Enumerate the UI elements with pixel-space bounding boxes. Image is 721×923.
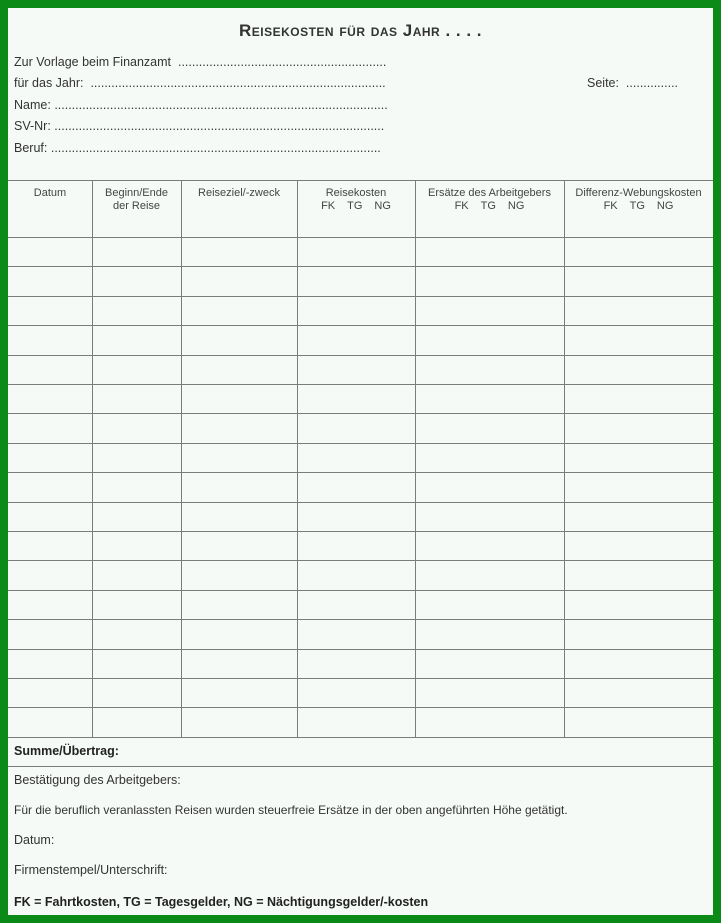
table-row[interactable]	[8, 384, 713, 413]
field-label: SV-Nr:	[14, 119, 51, 133]
confirmation-statement: Für die beruflich veranlassten Reisen wurden steuerfreie Ersätze in der oben angeführten Höhe getätigt.	[14, 803, 568, 817]
table-row[interactable]	[8, 619, 713, 648]
legend-text: FK = Fahrtkosten, TG = Tagesgelder, NG = Nächtigungsgelder/-kosten	[14, 895, 429, 909]
header-line: Beginn/Ende	[105, 187, 168, 199]
field-label: Beruf:	[14, 141, 48, 155]
header-subcolumns	[415, 200, 564, 213]
seite-dots: ...............	[625, 76, 679, 90]
column-header-reisekosten	[297, 187, 415, 213]
subheader-fk: FK	[603, 200, 618, 212]
form-sheet	[8, 8, 713, 915]
table-row[interactable]	[8, 502, 713, 531]
seite-label: Seite:	[587, 76, 619, 90]
column-header-differenz	[564, 187, 713, 213]
column-header-ersaetze	[415, 187, 564, 213]
field-name	[14, 98, 388, 112]
subheader-ng: NG	[656, 200, 674, 212]
table-row[interactable]	[8, 472, 713, 501]
header-line: Reiseziel/-zweck	[198, 187, 280, 199]
subheader-tg: TG	[480, 200, 496, 212]
firmenstempel-label: Firmenstempel/Unterschrift:	[14, 863, 168, 877]
table-row[interactable]	[8, 443, 713, 472]
subheader-tg: TG	[347, 200, 363, 212]
datum-label: Datum:	[14, 833, 55, 847]
table-row[interactable]	[8, 296, 713, 325]
summe-separator-line	[8, 766, 713, 767]
field-dots: .....................................................................................	[90, 76, 386, 90]
field-label: für das Jahr:	[14, 76, 84, 90]
field-jahr	[14, 76, 386, 90]
header-line: der Reise	[112, 200, 161, 212]
form-title: Reisekosten für das Jahr . . . .	[238, 21, 483, 40]
header-line: Reisekosten	[325, 187, 387, 199]
subheader-ng: NG	[507, 200, 525, 212]
table-row[interactable]	[8, 649, 713, 678]
subheader-ng: NG	[374, 200, 391, 212]
header-subcolumns	[297, 200, 415, 213]
table-row[interactable]	[8, 707, 713, 736]
field-dots: ...............................................................................................	[54, 119, 385, 133]
table-top-line	[8, 180, 713, 181]
field-dots: ...............................................................................................	[50, 141, 381, 155]
subheader-fk: FK	[321, 200, 336, 212]
field-beruf	[14, 141, 381, 155]
field-finanzamt	[14, 55, 386, 69]
summe-uebertrag: Summe/Übertrag:	[14, 744, 119, 758]
header-line: Datum	[33, 187, 67, 199]
header-line: Ersätze des Arbeitgebers	[428, 187, 551, 199]
field-seite	[587, 76, 678, 90]
table-row-line	[8, 737, 713, 738]
field-dots: ............................................................	[177, 55, 387, 69]
table-row[interactable]	[8, 325, 713, 354]
table-row[interactable]	[8, 413, 713, 442]
field-label: Name:	[14, 98, 51, 112]
header-line: Differenz-Webungskosten	[575, 187, 702, 199]
field-label: Zur Vorlage beim Finanzamt	[14, 55, 172, 69]
subheader-fk: FK	[454, 200, 469, 212]
column-header-reiseziel	[181, 187, 297, 200]
table-row[interactable]	[8, 237, 713, 266]
column-header-datum	[8, 187, 92, 200]
table-row[interactable]	[8, 678, 713, 707]
column-header-beginn-ende	[92, 187, 181, 213]
table-row[interactable]	[8, 590, 713, 619]
field-dots: ................................................................................................	[54, 98, 388, 112]
bestaetigung-label: Bestätigung des Arbeitgebers:	[14, 773, 181, 787]
subheader-tg: TG	[629, 200, 645, 212]
table-row[interactable]	[8, 266, 713, 295]
field-sv-nr	[14, 119, 384, 133]
table-row[interactable]	[8, 531, 713, 560]
header-subcolumns	[564, 200, 713, 213]
table-row[interactable]	[8, 355, 713, 384]
table-row[interactable]	[8, 560, 713, 589]
